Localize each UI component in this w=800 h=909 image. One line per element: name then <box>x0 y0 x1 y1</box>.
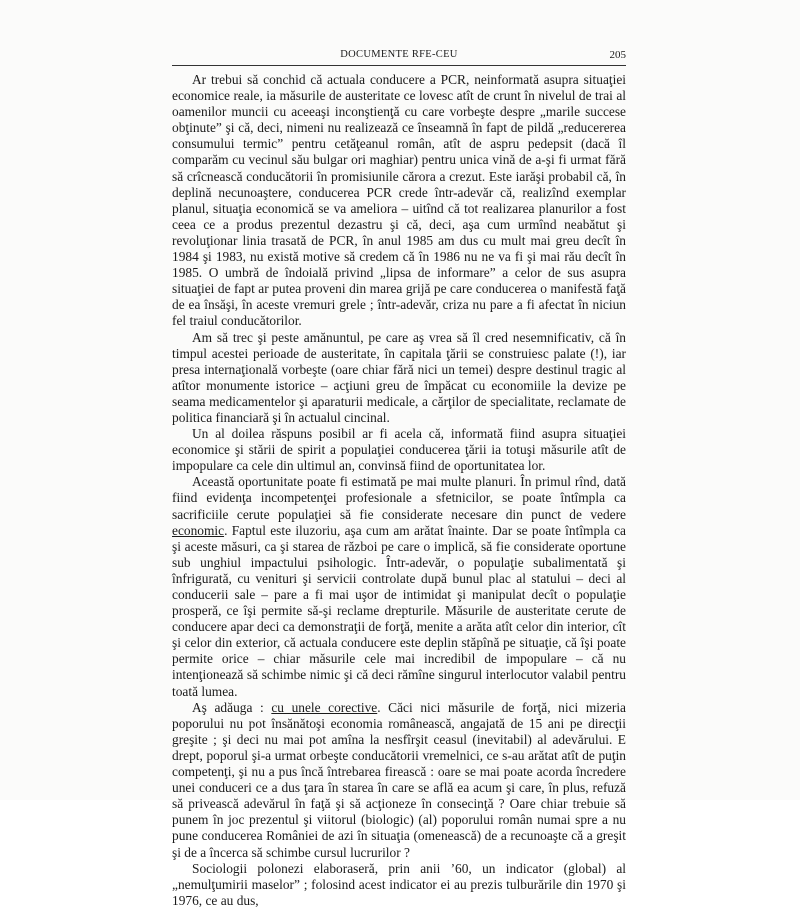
underlined-emphasis: economic <box>172 522 225 538</box>
paragraph <box>172 426 626 474</box>
paragraph <box>172 861 626 909</box>
running-title: DOCUMENTE RFE-CEU <box>340 49 458 60</box>
paragraph-text: Sociologii polonezi elaboraseră, prin anii ’60, un indicator (global) al „nemulţumirii maselor” ; folosind acest indicator ei au prezis tulburările din 1970 şi 1976, ce au dus, <box>172 860 626 908</box>
underlined-emphasis: cu unele corective <box>271 699 378 715</box>
paragraph-text: Ar trebui să conchid că actuala conducere a PCR, neinformată asupra situaţiei economice reale, ia măsurile de austeritate ce lovesc atît de crunt în nivelul de trai al oamenilor muncii cu aceeaşi inconştienţă cu care vorbeşte despre „marile succese obţinute” şi că, deci, nimeni nu realizează ce înseamnă în fapt de pildă „reducererea consumului termic” pentru cetăţeanul român, atît de aspru pedepsit (dacă îl comparăm cu vecinul său bulgar ori maghiar) pentru unica vină de a-şi fi urmat fără să crîcnească conducătorii în promisiunile cărora a crezut. Este iarăşi probabil că, în deplină necunoaştere, conducerea PCR crede într-adevăr că, realizînd exemplar planul, situaţia economică se va ameliora – uitînd că tot realizarea planurilor a fost ceea ce a produs prezentul dezastru şi că, deci, aşa cum urmînd neabătut şi revoluţionar linia trasată de PCR, în anul 1985 am dus cu mult mai greu decît în 1984 şi 1983, nu există motive să credem că în 1986 nu ne va fi şi mai rău decît în 1985. O umbră de îndoială privind „lipsa de informare” a celor de sus asupra situaţiei de fapt ar putea proveni din marea grijă pe care conducerea o manifestă faţă de ea însăşi, în aceste vremuri grele ; într-adevăr, criza nu pare a fi afectat în niciun fel traiul conducătorilor. <box>172 72 626 329</box>
paragraph-text: Am să trec şi peste amănuntul, pe care aş vrea să îl cred nesemnificativ, că în timpul acestei perioade de austeritate, în capitala ţării se construiesc palate (!), iar presa internaţională vorbeşte (oare chiar fără nici un temei) despre destinul tragic al atîtor monumente istorice – acţiuni greu de împăcat cu economiile la devize pe seama medicamentelor şi aparaturii medicale, a cărţilor de specialitate, reclamate de politica financiară şi în actualul cincinal. <box>172 329 626 425</box>
paragraph-text: . Faptul este iluzoriu, aşa cum am arătat înainte. Dar se poate întîmpla ca şi aceste măsuri, ca şi starea de război pe care o implică, să fie considerate oportune sub unghiul impactului psihologic. Într-adevăr, o populaţie subalimentată şi înfrigurată, cu venituri şi servicii controlate după bunul plac al statului – deci al conducerii sale – pare a fi mai uşor de intimidat şi manipulat decît o populaţie prosperă, ce îşi permite să-şi reclame drepturile. Măsurile de austeritate cerute de conducere apar deci ca demonstraţii de forţă, menite a arăta atît celor din interior, cît şi celor din exterior, că actuala conducere este deplin stăpînă pe situaţie, că îşi poate permite orice – chiar măsurile cele mai incredibil de impopulare – că nu intenţionează să schimbe nimic şi că deci rămîne singurul interlocutor valabil pentru toată lumea. <box>172 522 626 699</box>
body-text <box>172 72 626 909</box>
paragraph <box>172 72 626 330</box>
paragraph-text: . Căci nici măsurile de forţă, nici mizeria poporului nu pot însănătoşi economia românească, angajată de 15 ani pe direcţii greşite ; şi deci nu mai pot amîna la nesfîrşit ceasul (inevitabil) al adevărului. E drept, poporul şi-a urmat orbeşte conducătorii vremelnici, ce s-au arătat atît de puţin competenţi, şi nu a pus încă întrebarea firească : oare se mai poate acorda încredere unei conduceri ce a dus ţara în starea în care se află ea acum şi care, în plus, refuză să privească adevărul în faţă şi să acţioneze în consecinţă ? Oare chiar trebuie să punem în joc prezentul şi viitorul (biologic) (al) poporului român numai spre a nu pune conducerea României de azi în situaţia (omenească) de a recunoaşte că a greşit şi de a încerca să schimbe cursul lucrurilor ? <box>172 699 626 860</box>
page-number: 205 <box>609 49 626 61</box>
paragraph-text: Aş adăuga : <box>192 699 272 715</box>
paragraph-text: Un al doilea răspuns posibil ar fi acela că, informată fiind asupra situaţiei economice şi stării de spirit a populaţiei conducerea ţării ia totuşi măsurile atît de impopulare ca cele din ultimul an, convinsă fiind de oportunitatea lor. <box>172 426 626 474</box>
paragraph-text: Această oportunitate poate fi estimată pe mai multe planuri. În primul rînd, dată fiind evidenţa incompetenţei profesionale a sfetnicilor, se poate întîmpla ca sacrificiile cerute populaţiei să fie considerate necesare din punct de vedere <box>172 474 626 522</box>
paragraph <box>172 474 626 699</box>
paragraph <box>172 330 626 427</box>
page-header <box>172 49 626 66</box>
paragraph <box>172 700 626 861</box>
